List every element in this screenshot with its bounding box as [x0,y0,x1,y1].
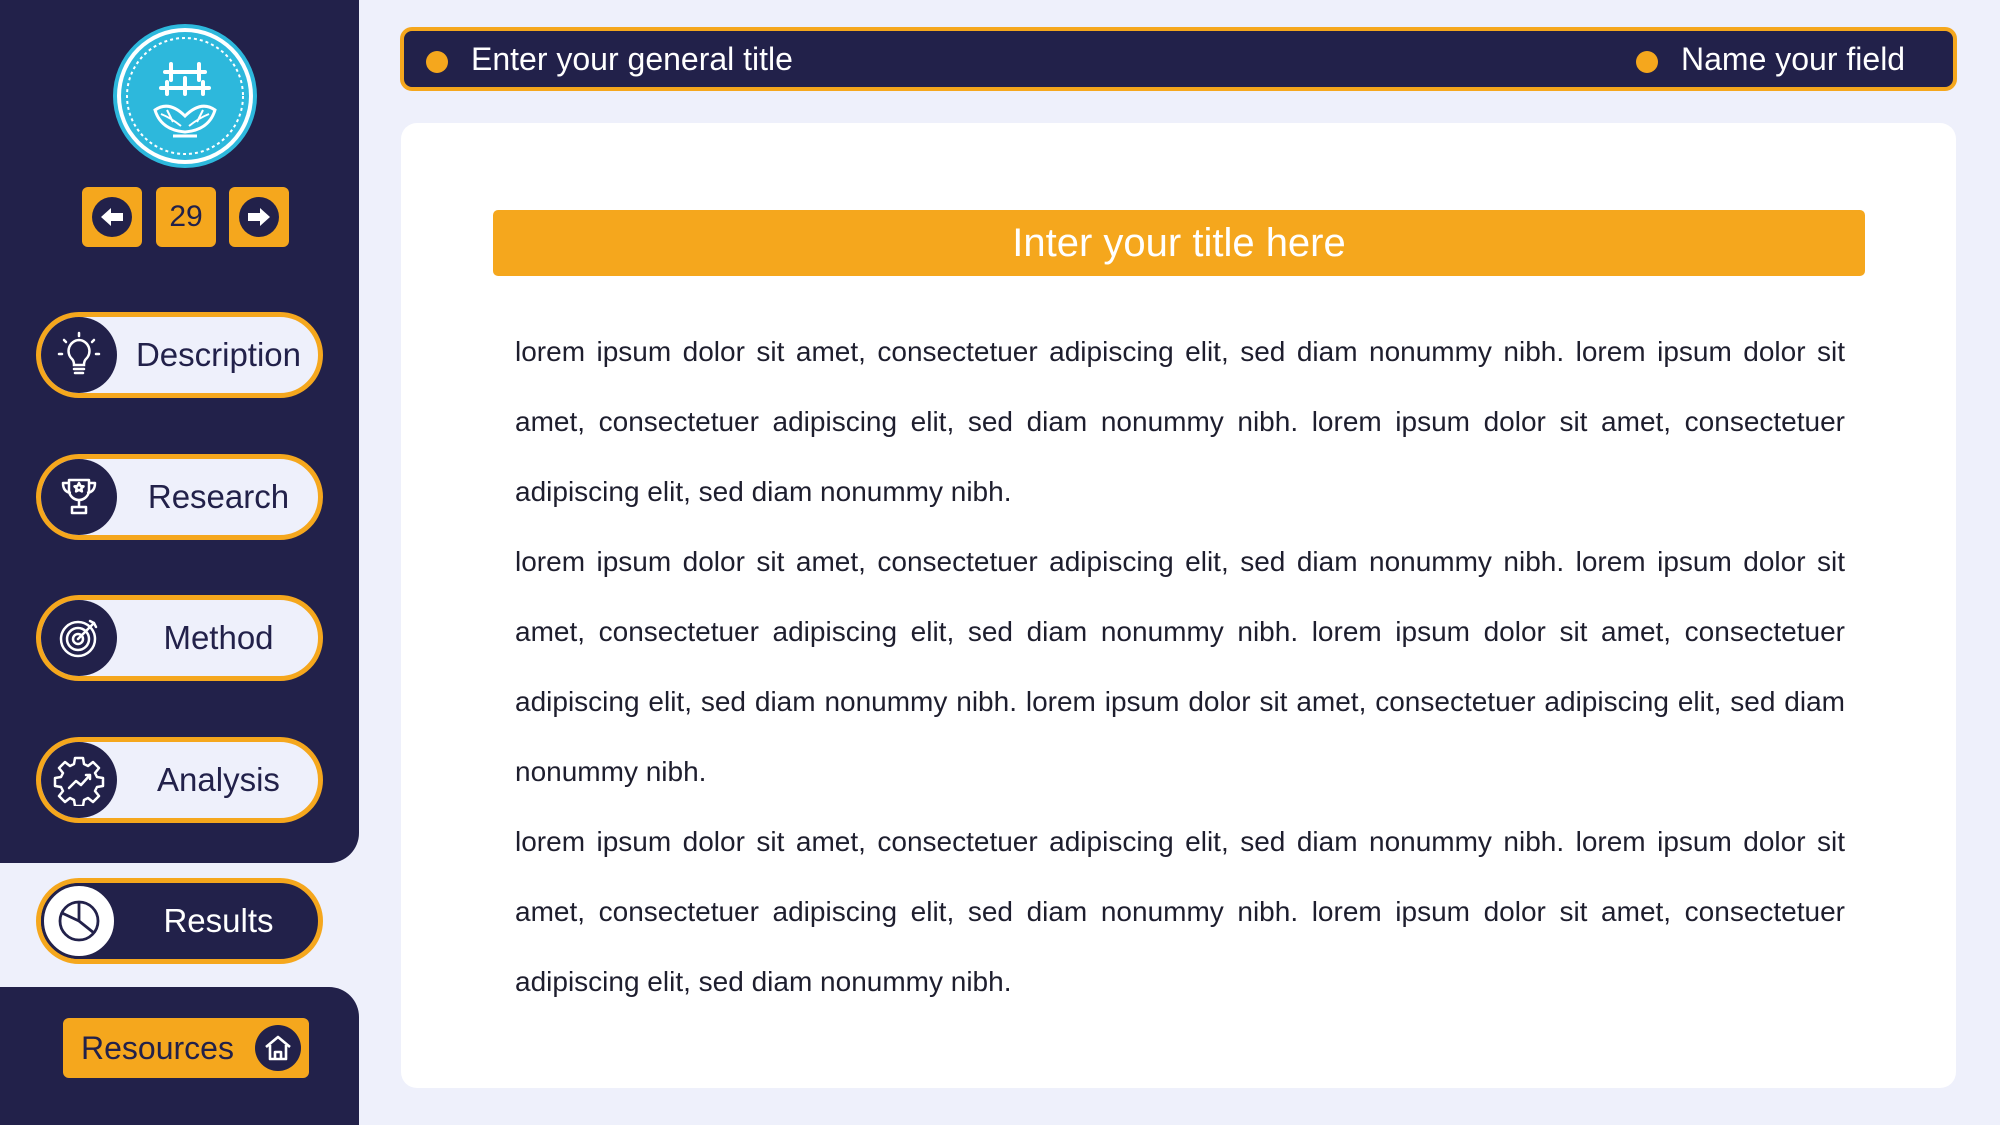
content-body [515,317,1845,1017]
paragraph: lorem ipsum dolor sit amet, consectetuer adipiscing elit, sed diam nonummy nibh. lorem ipsum dolor sit amet, consectetuer adipiscing elit, sed diam nonummy nibh. lorem ipsum dolor sit amet, consectetuer adipiscing elit, sed diam nonummy nibh. [515,336,1845,507]
header-bar [400,27,1957,91]
university-logo [121,32,249,160]
general-title: Enter your general title [471,41,793,77]
sidebar-item-results[interactable] [36,878,323,964]
field-name: Name your field [1681,41,1906,77]
sidebar-item-label: Results [163,902,274,939]
lightbulb-icon [41,317,117,393]
home-icon [255,1025,301,1071]
gear-chart-icon [41,742,117,818]
arrow-right-icon [239,197,279,237]
arrow-left-icon [92,197,132,237]
bullet-dot [426,51,448,73]
paragraph: lorem ipsum dolor sit amet, consectetuer adipiscing elit, sed diam nonummy nibh. lorem ipsum dolor sit amet, consectetuer adipiscing elit, sed diam nonummy nibh. lorem ipsum dolor sit amet, consectetuer adipiscing elit, sed diam nonummy nibh. lorem ipsum dolor sit amet, consectetuer adipiscing elit, sed diam nonummy nibh. [515,546,1845,787]
bullet-dot [1636,51,1658,73]
sidebar-item-research[interactable] [36,454,323,540]
sidebar-item-label: Method [163,619,274,656]
sidebar-item-description[interactable] [36,312,323,398]
sidebar-item-label: Analysis [157,761,280,798]
page-number: 29 [156,187,216,247]
resources-label: Resources [81,1030,234,1066]
resources-button[interactable] [63,1018,309,1078]
content-card [401,123,1956,1088]
target-icon [41,600,117,676]
content-title: Inter your title here [493,210,1865,276]
paragraph: lorem ipsum dolor sit amet, consectetuer adipiscing elit, sed diam nonummy nibh. lorem ipsum dolor sit amet, consectetuer adipiscing elit, sed diam nonummy nibh. lorem ipsum dolor sit amet, consectetuer adipiscing elit, sed diam nonummy nibh. [515,826,1845,997]
sidebar-item-label: Description [135,336,302,373]
sidebar-item-method[interactable] [36,595,323,681]
trophy-icon [41,459,117,535]
previous-page-button[interactable] [82,187,142,247]
sidebar-item-label: Research [147,478,290,515]
pie-chart-icon [41,883,117,959]
sidebar-item-analysis[interactable] [36,737,323,823]
next-page-button[interactable] [229,187,289,247]
